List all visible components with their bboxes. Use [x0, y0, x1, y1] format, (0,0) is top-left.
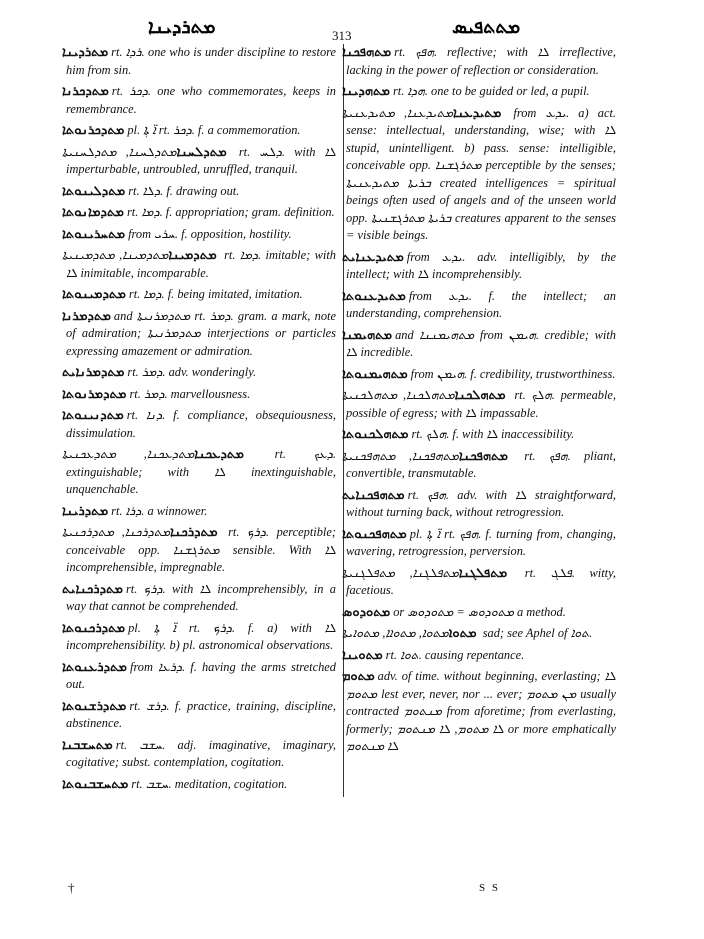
entry-definition: from ܝܕܥ. adv. intelligibly, by the intellect; with ܠܐ incomprehensibly.	[346, 249, 617, 281]
entry-headword: ܡܬܘܝܢܐ	[342, 647, 383, 663]
entry-headword: ܡܬܗܦܟܢܐܝܬ	[342, 487, 405, 503]
running-head-left: ܡܬܪܕܝܢܐ	[148, 16, 216, 38]
entry-headword: ܡܬܕܪܥܢܘܬܐ	[62, 659, 127, 675]
dictionary-entry	[342, 487, 616, 522]
entry-headword: ܡܬܕܪܟܢܐܝܬ	[62, 581, 123, 597]
entry-definition: from ܝܕܥ. f. the intellect; an understanding, comprehension.	[346, 288, 617, 320]
entry-definition: rt. ܕܟܪ. one who commemorates, keeps in remembrance.	[66, 84, 336, 116]
entry-definition: rt. ܕܡܐ. f. being imitated, imitation.	[128, 287, 303, 301]
dictionary-entry	[342, 83, 616, 101]
dictionary-entry	[62, 446, 336, 499]
entry-definition: rt. ܚܫܒ. meditation, cogitation.	[131, 776, 288, 791]
entry-definition: rt. ܕܡܪ. marvellousness.	[129, 386, 251, 401]
entry-headword: ܡܬܕܪܫܢܘܬܐ	[62, 698, 127, 714]
entry-headword: ܡܬܗܦܟܢܐ	[458, 448, 508, 464]
entry-definition: rt. ܪܕܐ. one who is under discipline to restore him from sin.	[66, 45, 336, 77]
entry-definition: pl. ܼܐ̈ ܬܐ rt. ܕܪܟ. f. a) with ܠܐ incomprehensibility. b) pl. astronomical observations.	[66, 620, 336, 652]
entry-headword: ܡܬܘܡ	[342, 669, 375, 684]
dictionary-entry	[342, 448, 616, 483]
entry-headword: ܡܬܕܟܪܢܐ	[62, 84, 109, 99]
entry-headword: ܡܬܗܠܟܢܐ	[454, 388, 506, 403]
entry-definition: ܡܬܕܠܚܢܐ, ܡܬܕܠܚܢܝܬܐ rt. ܕܠܚ. with ܠܐ imperturbable, untroubled, unruffled, tranquil.	[62, 144, 336, 176]
entry-headword: ܡܬܕܥܟܢܐ	[194, 447, 244, 462]
left-column	[62, 44, 336, 797]
dictionary-entry	[62, 183, 336, 201]
entry-definition: rt. ܕܡܐ. f. appropriation; gram. definition.	[126, 205, 335, 219]
entry-headword: ܡܬܗܦܟܢܘܬܐ	[342, 526, 407, 542]
dictionary-entry	[342, 327, 616, 362]
entry-definition: rt. ܗܕܐ. one to be guided or led, a pupil.	[392, 84, 590, 98]
entry-definition: ܡܬܝܕܥܢܐ, ܡܬܝܕܥܢܝܬܐ from ܝܕܥ. a) act. sense: intellectual, understanding, wise; with ܠܐ stupid, unintelligent. b) pass. sense: intelligible, conceivable opp. ܡܬܪܓܫܢܐ perceptible by the senses; ܒܪܝܬܐ ܡܬܝܕܥܢܝܬܐ created intelligences = spiritual beings often used of angels and of the unseen world opp. ܒܪܝܬܐ ܡܬܪܓܫܢܝܬܐ creatures apparent to the senses = visible beings.	[342, 105, 616, 242]
entry-headword: ܡܬܕܟܪܢܘܬܐ	[62, 123, 125, 138]
entry-headword: ܡܬܕܡܪܢܘܬܐ	[62, 386, 127, 402]
entry-definition: ܡܬܘܐ, ܡܬܘܐܐ, ܡܬܘܐܝܬܐ sad; see Aphel of ܬܘܐ.	[342, 626, 593, 640]
dictionary-entry	[342, 604, 616, 622]
signature-mark: S S	[479, 882, 500, 894]
dictionary-entry	[62, 144, 336, 179]
entry-definition: from ܚܪܝ. f. opposition, hostility.	[128, 226, 292, 241]
page-number: 313	[332, 28, 352, 43]
dictionary-entry	[62, 364, 336, 382]
entry-definition: and ܡܬܗܝܡܢܢܐ from ܗܝܡܢ. credible; with ܠܐ incredible.	[346, 327, 616, 359]
entry-headword: ܡܬܝܕܥܢܐ	[452, 105, 502, 121]
entry-headword: ܡܬܕܠܝܢܘܬܐ	[62, 183, 126, 199]
entry-headword: ܡܬܕܪܟܢܘܬܐ	[62, 620, 126, 636]
right-column	[342, 44, 616, 760]
entry-headword: ܡܬܚܪܝܢܘܬܐ	[62, 226, 126, 242]
entry-definition: from ܗܝܡܢ. f. credibility, trustworthiness.	[410, 366, 616, 381]
dictionary-entry	[62, 308, 336, 361]
entry-definition: and ܡܬܕܡܪܢܝܬܐ rt. ܕܡܪ. gram. a mark, note of admiration; ܡܬܕܡܪܢܝܬܐ interjections or particles expressing amazement or admiration.	[66, 308, 336, 358]
entry-headword: ܡܬܚܫܒܢܘܬܐ	[62, 776, 129, 792]
dictionary-entry	[62, 386, 336, 404]
dictionary-entry	[342, 249, 616, 284]
entry-definition: rt. ܗܠܟ. f. with ܠܐ inaccessibility.	[411, 427, 575, 441]
dictionary-entry	[342, 647, 616, 665]
entry-headword: ܡܬܗܦܟܢܐ	[342, 45, 392, 60]
entry-definition: ܡܬܕܡܝܢܐ, ܡܬܕܡܝܢܝܬܐ rt. ܕܡܐ. imitable; with ܠܐ inimitable, incomparable.	[62, 248, 336, 280]
dictionary-entry	[62, 581, 336, 616]
entry-headword: ܡܬܚܫܒܢܐ	[62, 737, 113, 753]
entry-headword: ܡܬܕܪܟܢܐ	[169, 525, 218, 540]
dictionary-entry	[342, 565, 616, 600]
entry-definition: pl. ܼܐ̈ ܬܐ rt. ܕܟܪ. f. a commemoration.	[127, 123, 301, 137]
dictionary-entry	[342, 625, 616, 643]
entry-headword: ܡܬܕܢܝܢܘܬܐ	[62, 408, 124, 423]
dictionary-entry	[62, 286, 336, 304]
entry-headword: ܡܬܪܕܝܢܐ	[62, 45, 109, 60]
entry-definition: ܡܬܕܥܟܢܐ, ܡܬܕܥܟܢܝܬܐ rt. ܕܥܟ. extinguishable; with ܠܐ inextinguishable, unquenchable.	[62, 447, 336, 496]
entry-definition: rt. ܕܪܫ. f. practice, training, discipline, abstinence.	[66, 698, 336, 730]
entry-headword: ܡܬܗܠܟܢܘܬܐ	[342, 427, 409, 442]
entry-definition: rt. ܕܢܐ. f. compliance, obsequiousness, dissimulation.	[66, 408, 336, 440]
entry-headword: ܡܬܗܝܡܢܘܬܐ	[342, 366, 408, 382]
entry-headword: ܡܬܕܪܝܢܐ	[62, 503, 109, 519]
dictionary-entry	[342, 288, 616, 323]
entry-definition: pl. ܼܐ̈ ܬܐ rt. ܗܦܟ. f. turning from, changing, wavering, retrogression, perversion.	[346, 526, 617, 558]
entry-definition: or ܡܬܘܕܘܣ = ܡܬܘܕܘܣ a method.	[393, 604, 566, 619]
entry-definition: rt. ܕܡܪ. adv. wonderingly.	[127, 365, 257, 379]
dictionary-entry	[62, 204, 336, 222]
entry-definition: rt. ܕܠܐ. f. drawing out.	[128, 183, 240, 198]
dictionary-entry	[342, 44, 616, 79]
dictionary-entry	[62, 407, 336, 442]
entry-headword: ܡܬܝܕܥܢܘܬܐ	[342, 288, 406, 304]
dictionary-entry	[342, 526, 616, 561]
dictionary-entry	[342, 387, 616, 422]
entry-headword: ܡܬܗܕܝܢܐ	[342, 84, 390, 99]
entry-headword: ܡܬܕܠܚܢܐ	[176, 144, 227, 160]
entry-definition: rt. ܗܦܟ. reflective; with ܠܐ irreflective, lacking in the power of reflection or consideration.	[346, 45, 616, 77]
dictionary-entry	[342, 668, 616, 756]
dictionary-entry	[62, 524, 336, 577]
running-head-right: ܡܬܬܦܝܣ	[452, 16, 521, 38]
dictionary-entry	[62, 122, 336, 140]
dictionary-entry	[62, 737, 336, 772]
entry-headword: ܡܬܕܡܝܢܐ	[168, 248, 217, 263]
entry-definition: rt. ܬܘܐ. causing repentance.	[385, 647, 525, 662]
dictionary-entry	[62, 620, 336, 655]
entry-definition: from ܕܪܥܐ. f. having the arms stretched out.	[66, 659, 337, 691]
dictionary-entry	[62, 659, 336, 694]
dictionary-entry	[62, 83, 336, 118]
entry-definition: adv. of time. without beginning, everlasting; ܠܐ ܡܬܘܡ lest ever, never, nor ... ever; ܡܢ ܡܬܘܡ usually contracted ܡܢܬܘܡ from aforetime; from everlasting, formerly; ܠܐ ܡܬܘܡ, ܠܐ ܡܢܬܘܡ or more emphatically ܠܐ ܡܢܬܘܡ	[346, 669, 617, 753]
entry-headword: ܡܬܕܡܪܢܐܝܬ	[62, 365, 125, 380]
entry-definition: ܡܬܗܠܟܢܐ, ܡܬܗܠܟܢܝܬܐ rt. ܗܠܟ. permeable, possible of egress; with ܠܐ impassable.	[342, 388, 616, 420]
entry-definition: ܡܬܗܦܟܢܐ, ܡܬܗܦܟܢܝܬܐ rt. ܗܦܟ. pliant, convertible, transmutable.	[342, 448, 616, 480]
dictionary-entry	[62, 226, 336, 244]
entry-headword: ܡܬܝܕܥܢܐܝܬ	[342, 249, 404, 265]
entry-definition: ܡܬܕܪܟܢܐ, ܡܬܕܪܟܢܝܬܐ rt. ܕܪܟ. perceptible; conceivable opp. ܡܬܪܓܫܢܐ sensible. With ܠܐ incomprehensible, impregnable.	[62, 525, 337, 574]
entry-definition: rt. ܕܪܐ. a winnower.	[111, 503, 208, 518]
dictionary-entry	[62, 776, 336, 794]
entry-headword: ܡܬܦܠܓܢܐ	[458, 565, 508, 581]
entry-definition: ܡܬܦܠܓܢܐ, ܡܬܦܠܓܢܝܬܐ rt. ܦܠܓ. witty, facetious.	[342, 565, 617, 597]
entry-headword: ܡܬܘܐ	[448, 626, 477, 641]
entry-headword: ܡܬܘܕܘܣ	[342, 604, 391, 620]
dictionary-entry	[342, 366, 616, 384]
dictionary-entry	[62, 247, 336, 282]
dictionary-entry	[62, 503, 336, 521]
dictionary-entry	[62, 698, 336, 733]
entry-headword: ܡܬܕܡܐܢܘܬܐ	[62, 205, 124, 220]
entry-headword: ܡܬܗܝܡܢܐ	[342, 327, 393, 343]
dictionary-entry	[342, 105, 616, 245]
dictionary-entry	[62, 44, 336, 79]
dictionary-entry	[342, 426, 616, 444]
entry-headword: ܡܬܕܡܝܢܘܬܐ	[62, 287, 126, 302]
entry-definition: rt. ܚܫܒ. adj. imaginative, imaginary, cogitative; subst. contemplation, cogitation.	[66, 737, 336, 769]
entry-definition: rt. ܗܦܟ. adv. with ܠܐ straightforward, without turning back, without retrogression.	[346, 487, 616, 519]
entry-definition: rt. ܕܪܟ. with ܠܐ incomprehensibly, in a way that cannot be comprehended.	[66, 581, 337, 613]
entry-headword: ܡܬܕܡܪܢܐ	[62, 308, 111, 324]
footnote-mark: †	[68, 880, 75, 895]
